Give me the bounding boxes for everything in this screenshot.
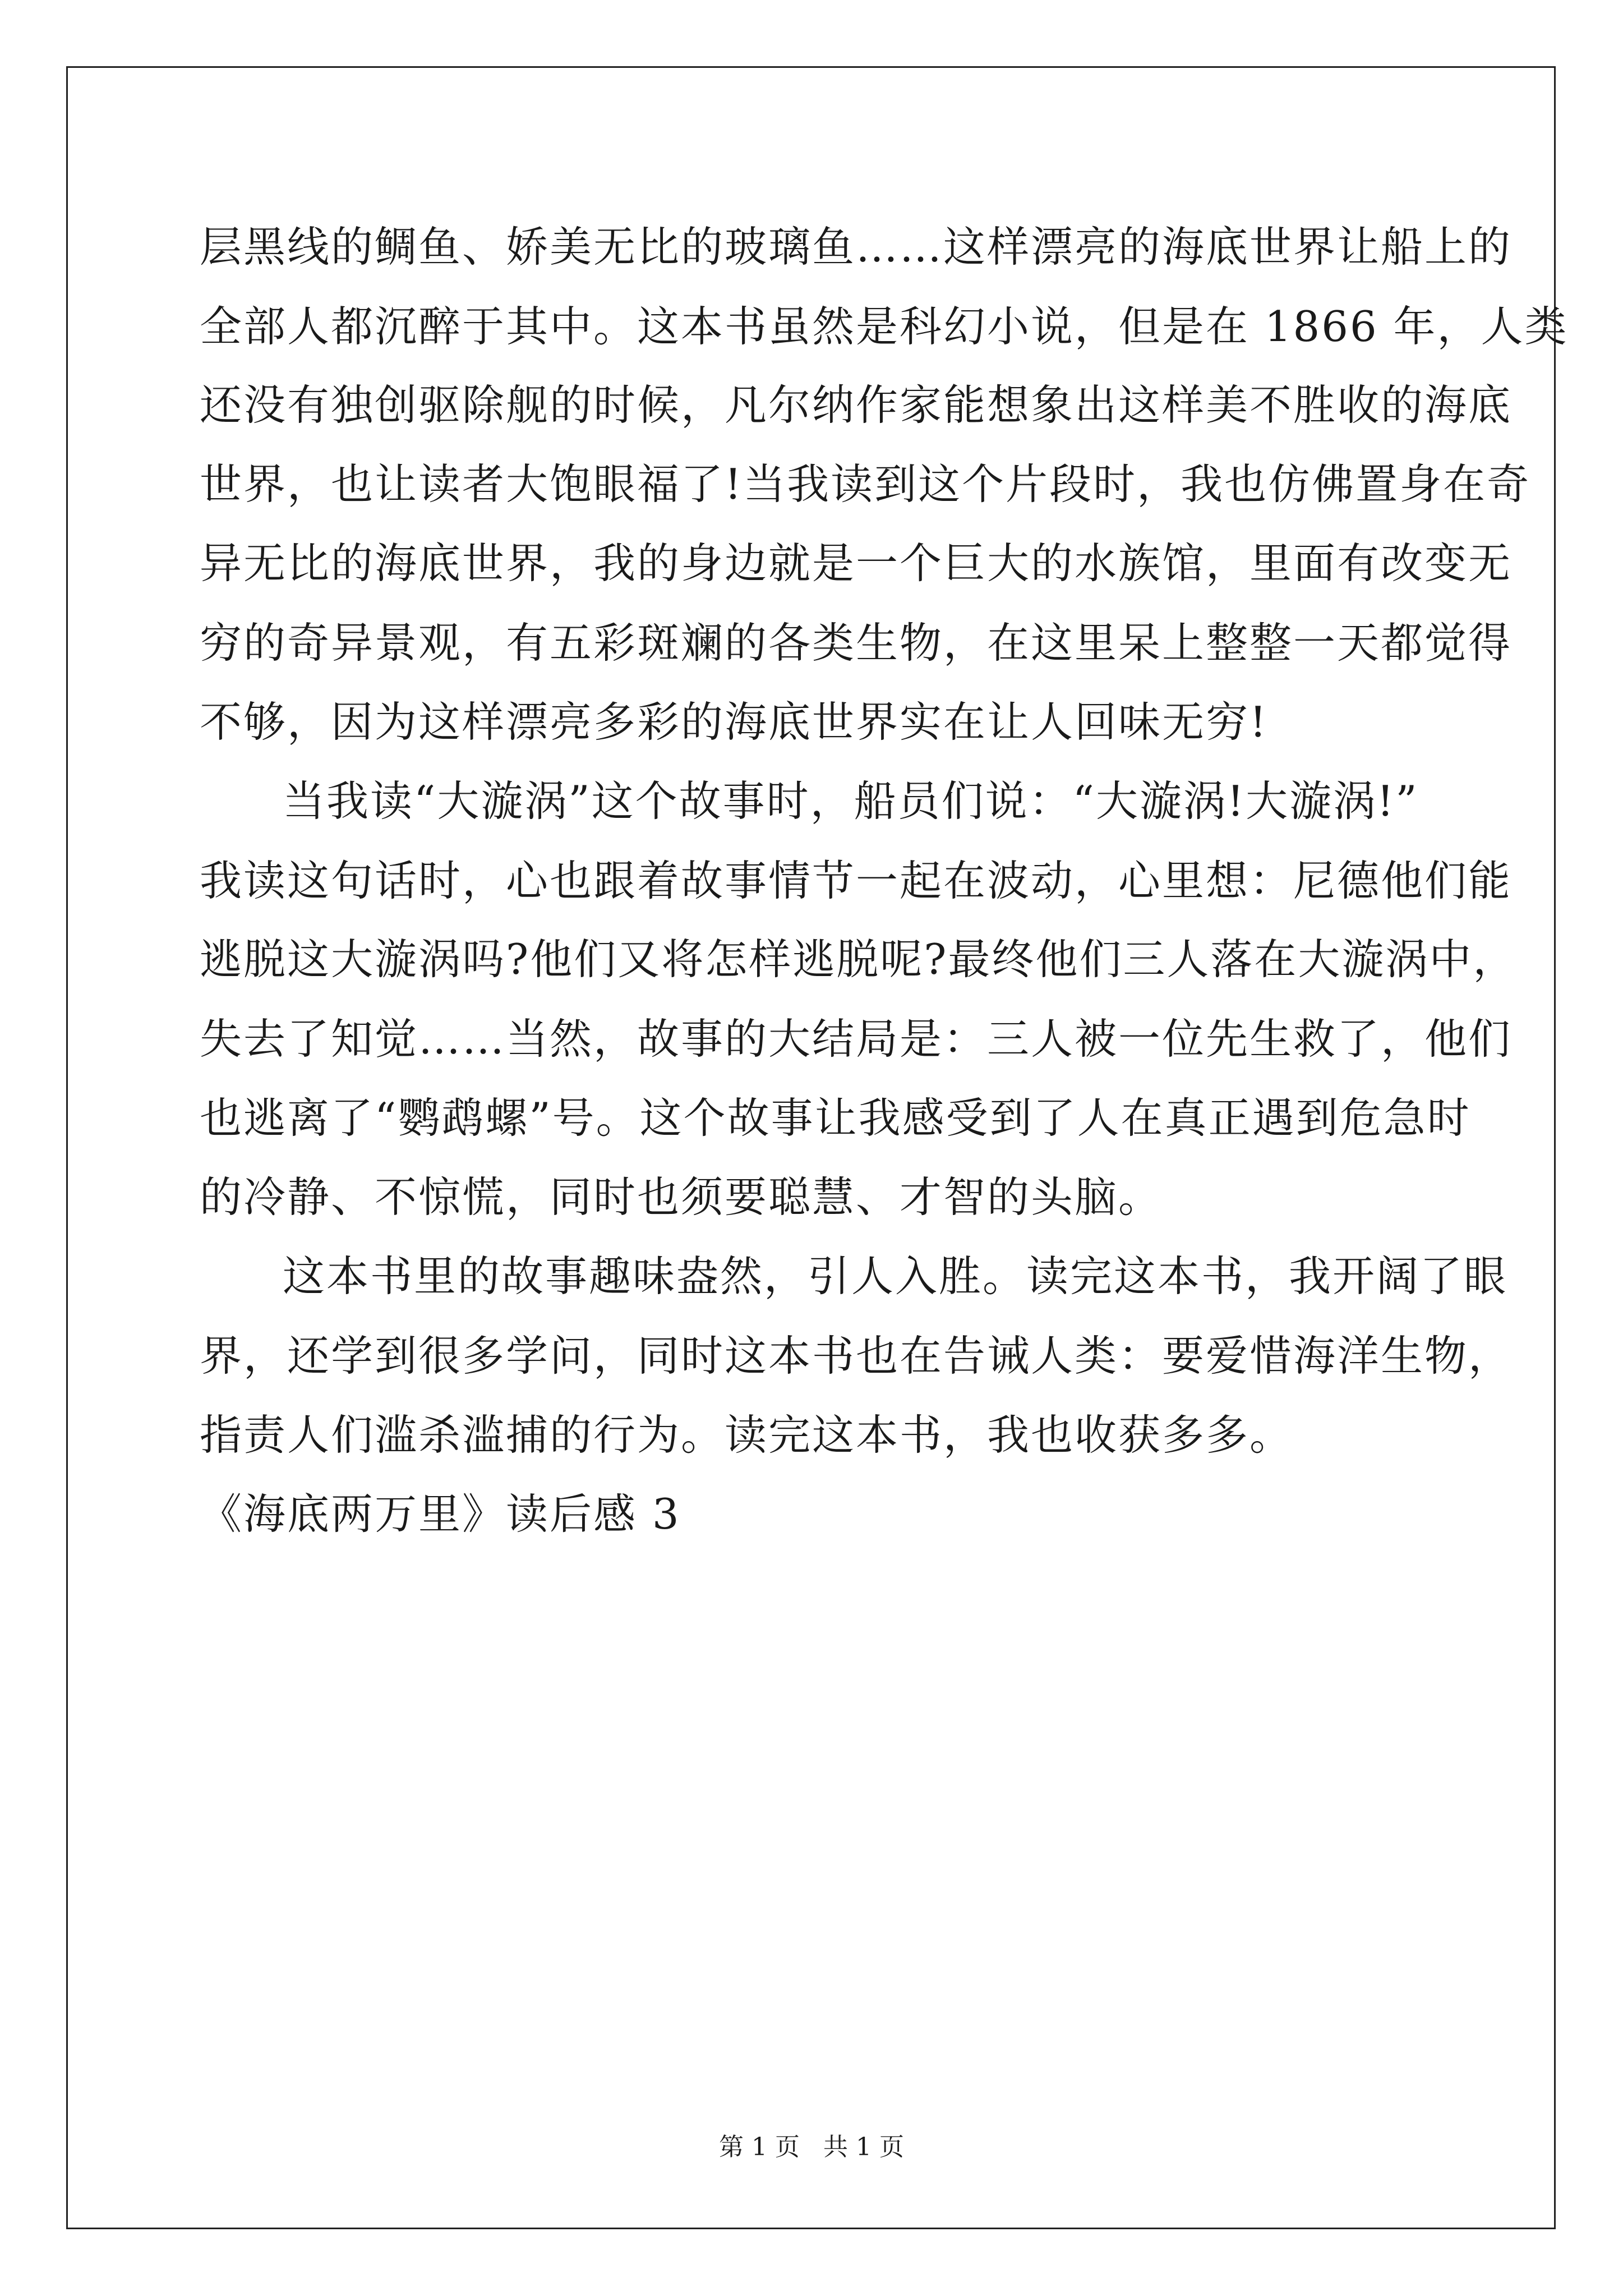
paragraph-line: 层黑线的鲷鱼、娇美无比的玻璃鱼……这样漂亮的海底世界让船上的 [200,222,1513,272]
paragraph-line: 失去了知觉……当然，故事的大结局是：三人被一位先生救了，他们 [200,1014,1513,1064]
paragraph-line: 也逃离了“鹦鹉螺”号。这个故事让我感受到了人在真正遇到危急时 [200,1093,1471,1143]
paragraph-line: 穷的奇异景观，有五彩斑斓的各类生物，在这里呆上整整一天都觉得 [200,618,1513,668]
paragraph-line: 还没有独创驱除舰的时候，凡尔纳作家能想象出这样美不胜收的海底 [200,380,1513,430]
page-number-footer: 第 1 页 共 1 页 [719,2133,904,2161]
paragraph-line: 异无比的海底世界，我的身边就是一个巨大的水族馆，里面有改变无 [200,539,1513,588]
paragraph-line: 的冷静、不惊慌，同时也须要聪慧、才智的头脑。 [200,1172,1163,1222]
paragraph-line: 界，还学到很多学问，同时这本书也在告诫人类：要爱惜海洋生物， [200,1331,1513,1381]
paragraph-line: 当我读“大漩涡”这个故事时，船员们说：“大漩涡!大漩涡!” [283,776,1419,826]
paragraph-line: 这本书里的故事趣味盎然，引人入胜。读完这本书，我开阔了眼 [283,1251,1508,1301]
paragraph-line: 世界，也让读者大饱眼福了!当我读到这个片段时，我也仿佛置身在奇 [200,459,1531,509]
paragraph-line: 我读这句话时，心也跟着故事情节一起在波动，心里想：尼德他们能 [200,856,1513,905]
paragraph-line: 全部人都沉醉于其中。这本书虽然是科幻小说，但是在 1866 年，人类 [200,302,1569,351]
paragraph-line: 逃脱这大漩涡吗?他们又将怎样逃脱呢?最终他们三人落在大漩涡中， [200,935,1517,984]
paragraph-line: 不够，因为这样漂亮多彩的海底世界实在让人回味无穷! [200,697,1269,747]
section-heading: 《海底两万里》读后感 3 [200,1489,681,1539]
paragraph-line: 指责人们滥杀滥捕的行为。读完这本书，我也收获多多。 [200,1410,1294,1460]
